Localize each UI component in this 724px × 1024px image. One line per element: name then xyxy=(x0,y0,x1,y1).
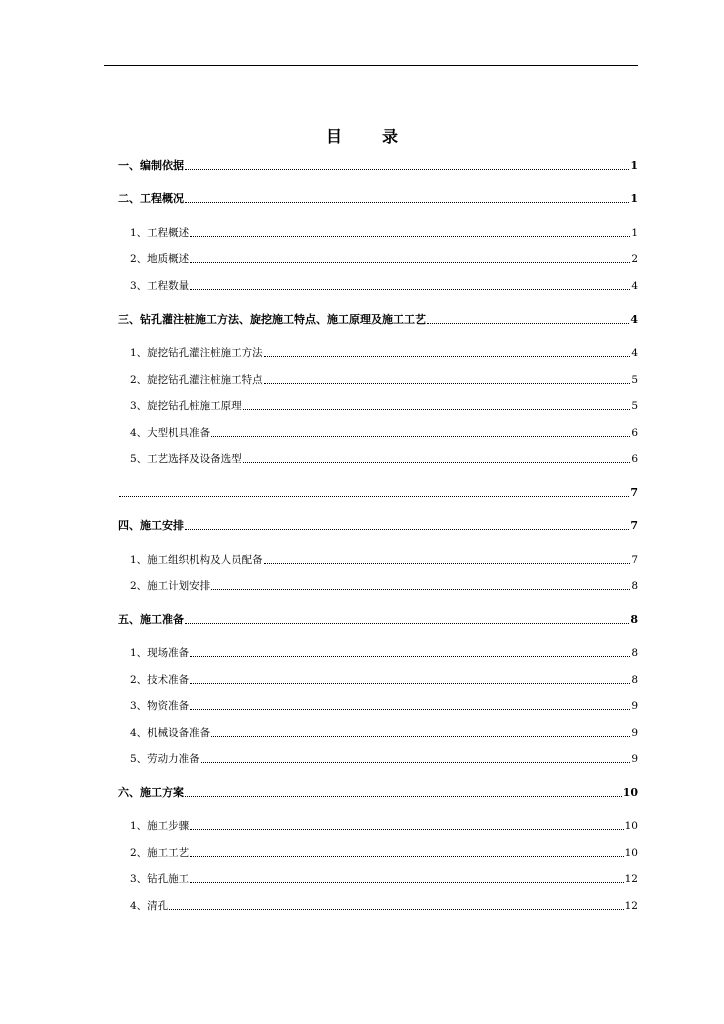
toc-dot-leader xyxy=(119,496,629,497)
toc-entry-label: 1、现场准备 xyxy=(130,647,190,659)
toc-dot-leader xyxy=(243,462,631,463)
toc-entry-page: 4 xyxy=(630,313,638,326)
toc-dot-leader xyxy=(190,882,623,883)
toc-entry[interactable] xyxy=(130,898,638,914)
toc-entry[interactable] xyxy=(130,818,638,834)
toc-dot-leader xyxy=(190,289,630,290)
toc-entry[interactable] xyxy=(118,518,638,534)
toc-dot-leader xyxy=(190,829,623,830)
toc-entry[interactable] xyxy=(130,672,638,688)
toc-entry[interactable] xyxy=(130,578,638,594)
toc-entry[interactable] xyxy=(118,612,638,628)
toc-dot-leader xyxy=(190,683,630,684)
toc-entry-label: 1、工程概述 xyxy=(130,227,190,239)
toc-entry[interactable] xyxy=(130,251,638,267)
toc-entry-page: 7 xyxy=(631,554,638,566)
toc-dot-leader xyxy=(190,656,630,657)
toc-entry[interactable] xyxy=(130,451,638,467)
toc-entry[interactable] xyxy=(130,552,638,568)
toc-entry-page: 12 xyxy=(624,873,638,885)
toc-entry-page: 9 xyxy=(631,753,638,765)
toc-entry[interactable] xyxy=(118,485,638,501)
toc-dot-leader xyxy=(243,409,631,410)
toc-entry[interactable] xyxy=(118,191,638,207)
toc-entry-page: 4 xyxy=(631,280,638,292)
toc-entry-label: 4、大型机具准备 xyxy=(130,427,211,439)
toc-entry-page: 2 xyxy=(631,253,638,265)
toc-dot-leader xyxy=(211,736,630,737)
toc-entry-page: 6 xyxy=(631,453,638,465)
toc-dot-leader xyxy=(190,709,630,710)
toc-entry[interactable] xyxy=(130,751,638,767)
toc-entry-page: 9 xyxy=(631,727,638,739)
toc-entry-label: 3、工程数量 xyxy=(130,280,190,292)
toc-dot-leader xyxy=(190,856,623,857)
toc-entry-label: 1、旋挖钻孔灌注桩施工方法 xyxy=(130,347,263,359)
toc-dot-leader xyxy=(264,383,631,384)
toc-entry-page: 1 xyxy=(630,192,638,205)
toc-entry[interactable] xyxy=(130,398,638,414)
toc-entry-page: 1 xyxy=(631,227,638,239)
toc-entry[interactable] xyxy=(130,871,638,887)
toc-entry[interactable] xyxy=(118,785,638,801)
toc-entry-label: 三、钻孔灌注桩施工方法、旋挖施工特点、施工原理及施工工艺 xyxy=(118,313,426,326)
toc-dot-leader xyxy=(190,262,630,263)
toc-entry-label: 3、钻孔施工 xyxy=(130,873,190,885)
toc-entry-label: 四、施工安排 xyxy=(118,519,184,532)
toc-dot-leader xyxy=(185,529,629,530)
toc-entry-label: 2、技术准备 xyxy=(130,674,190,686)
toc-entry-page: 4 xyxy=(631,347,638,359)
toc-entry-page: 8 xyxy=(631,674,638,686)
toc-entry-label: 五、施工准备 xyxy=(118,613,184,626)
toc-entry-label: 4、机械设备准备 xyxy=(130,727,211,739)
toc-entry[interactable] xyxy=(118,158,638,174)
toc-dot-leader xyxy=(185,796,622,797)
toc-dot-leader xyxy=(427,323,629,324)
toc-entry-label: 2、旋挖钻孔灌注桩施工特点 xyxy=(130,374,263,386)
toc-entry-label: 二、工程概况 xyxy=(118,192,184,205)
toc-dot-leader xyxy=(185,202,629,203)
toc-entry[interactable] xyxy=(118,312,638,328)
toc-dot-leader xyxy=(185,623,629,624)
toc-entry-page: 9 xyxy=(631,700,638,712)
toc-entry-page: 8 xyxy=(631,647,638,659)
toc-entry-label: 1、施工步骤 xyxy=(130,820,190,832)
header-rule xyxy=(104,65,638,66)
toc-entry-page: 7 xyxy=(630,486,638,499)
toc-dot-leader xyxy=(211,436,630,437)
toc-entry[interactable] xyxy=(130,278,638,294)
toc-dot-leader xyxy=(264,356,631,357)
toc-entry-label: 4、清孔 xyxy=(130,900,169,912)
toc-entry[interactable] xyxy=(130,225,638,241)
toc-entry-label: 1、施工组织机构及人员配备 xyxy=(130,554,263,566)
toc-entry-page: 7 xyxy=(630,519,638,532)
toc-entry-label: 3、旋挖钻孔桩施工原理 xyxy=(130,400,242,412)
toc-entry-label: 5、工艺选择及设备选型 xyxy=(130,453,242,465)
toc-entry-page: 5 xyxy=(631,400,638,412)
toc-entry-page: 10 xyxy=(622,786,638,799)
toc-dot-leader xyxy=(169,909,623,910)
toc-entry-label: 六、施工方案 xyxy=(118,786,184,799)
toc-entry-label: 5、劳动力准备 xyxy=(130,753,200,765)
toc-entry[interactable] xyxy=(130,645,638,661)
toc-entry-page: 8 xyxy=(630,613,638,626)
toc-entry-label: 一、编制依据 xyxy=(118,159,184,172)
toc-entry-page: 8 xyxy=(631,580,638,592)
toc-entry-page: 10 xyxy=(624,820,638,832)
toc-dot-leader xyxy=(201,762,631,763)
toc-dot-leader xyxy=(264,563,631,564)
toc-entry-page: 1 xyxy=(630,159,638,172)
toc-entry-page: 6 xyxy=(631,427,638,439)
toc-entry[interactable] xyxy=(130,425,638,441)
toc-dot-leader xyxy=(190,236,630,237)
toc-entry-label: 3、物资准备 xyxy=(130,700,190,712)
toc-entry-page: 12 xyxy=(624,900,638,912)
toc-entry[interactable] xyxy=(130,845,638,861)
toc-entry[interactable] xyxy=(130,698,638,714)
toc-entry[interactable] xyxy=(130,345,638,361)
toc-entry-page: 10 xyxy=(624,847,638,859)
toc-entry-label: 2、施工工艺 xyxy=(130,847,190,859)
toc-entry-label: 2、施工计划安排 xyxy=(130,580,211,592)
toc-entry-page: 5 xyxy=(631,374,638,386)
toc-dot-leader xyxy=(185,169,629,170)
toc-entry-label: 2、地质概述 xyxy=(130,253,190,265)
toc-entry[interactable] xyxy=(130,725,638,741)
toc-title: 目 录 xyxy=(325,127,410,146)
toc-dot-leader xyxy=(211,589,630,590)
toc-entry[interactable] xyxy=(130,372,638,388)
